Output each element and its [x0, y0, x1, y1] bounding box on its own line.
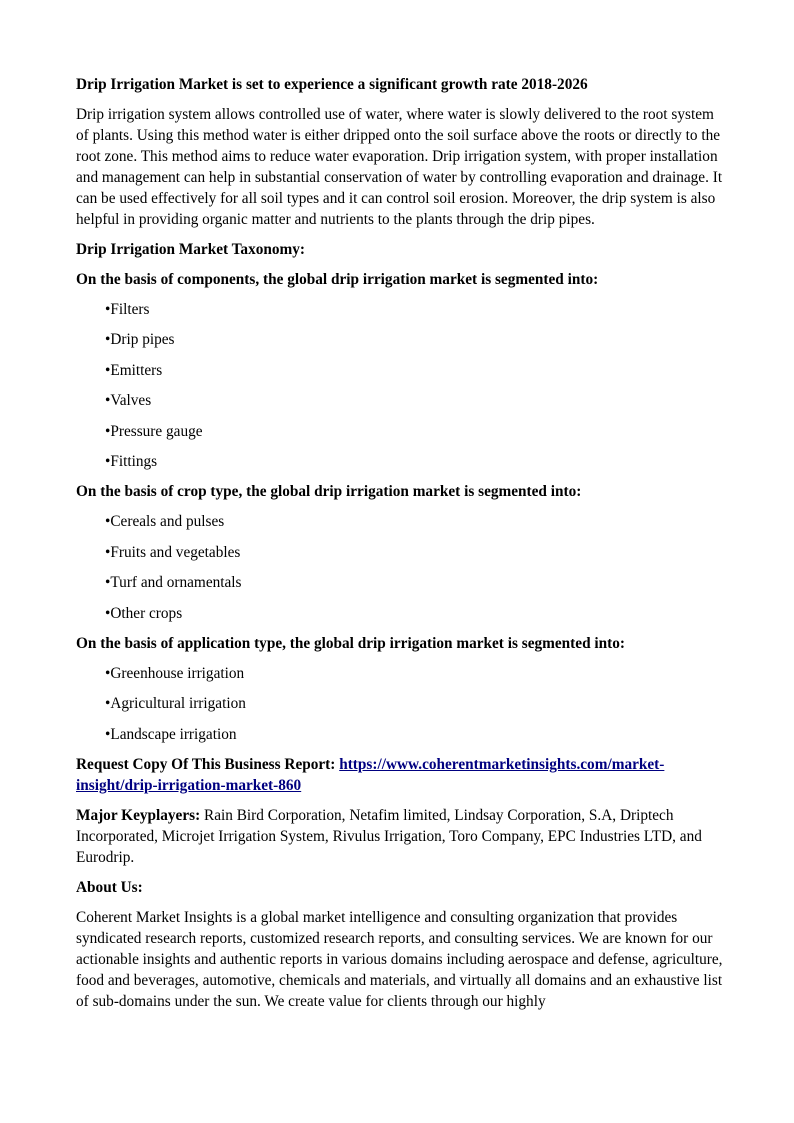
bullet-icon: •: [105, 331, 111, 349]
keyplayers-paragraph: [76, 805, 726, 868]
list-item: •Valves: [105, 392, 152, 410]
bullet-icon: •: [105, 422, 111, 440]
components-heading: On the basis of components, the global drip irrigation market is segmented into:: [76, 271, 599, 288]
crop-type-heading: On the basis of crop type, the global drip irrigation market is segmented into:: [76, 483, 582, 501]
application-type-list: [76, 663, 726, 745]
list-item: •Pressure gauge: [105, 422, 203, 440]
keyplayers-label: Major Keyplayers:: [76, 807, 201, 825]
bullet-icon: •: [105, 301, 111, 318]
list-item: •Landscape irrigation: [105, 725, 237, 743]
list-item: •Greenhouse irrigation: [105, 664, 245, 682]
request-copy-label: Request Copy Of This Business Report:: [76, 756, 336, 774]
bullet-icon: •: [105, 543, 111, 561]
list-item: •Fittings: [105, 452, 158, 470]
bullet-icon: •: [105, 513, 111, 531]
about-paragraph: Coherent Market Insights is a global market intelligence and consulting organization that provides syndicated research reports, customized research reports, and consulting services. We are known for our actionable insights and authentic reports in various domains including aerospace and defense, agriculture, food and beverages, automotive, chemicals and materials, and virtually all domains and an exhaustive list of sub-domains under the sun. We create value for clients through our highly: [76, 909, 723, 1011]
bullet-icon: •: [105, 695, 111, 713]
document-page: [76, 74, 726, 1021]
list-item: •Drip pipes: [105, 331, 175, 349]
keyplayers-text: Rain Bird Corporation, Netafim limited, Lindsay Corporation, S.A, Driptech Incorporated, Microjet Irrigation System, Rivulus Irrigation, Toro Company, EPC Industries LTD, and Eurodrip.: [76, 807, 702, 867]
intro-paragraph: Drip irrigation system allows controlled use of water, where water is slowly delivered to the root system of plants. Using this method water is either dripped onto the soil surface above the roots or directly to the root zone. This method aims to reduce water evaporation. Drip irrigation system, with proper installation and management can help in substantial conservation of water by controlling evaporation and drainage. It can be used effectively for all soil types and it can control soil erosion. Moreover, the drip system is also helpful in providing organic matter and nutrients to the plants through the drip pipes.: [76, 106, 723, 228]
list-item: •Emitters: [105, 361, 163, 379]
document-title: Drip Irrigation Market is set to experience a significant growth rate 2018-2026: [76, 76, 588, 93]
list-item: •Turf and ornamentals: [105, 574, 242, 592]
bullet-icon: •: [105, 361, 111, 379]
bullet-icon: •: [105, 392, 111, 410]
report-link[interactable]: https://www.coherentmarketinsights.com/market-insight/drip-irrigation-market-860: [76, 756, 665, 795]
list-item: •Other crops: [105, 604, 183, 622]
bullet-icon: •: [105, 452, 111, 470]
application-type-heading: On the basis of application type, the global drip irrigation market is segmented into:: [76, 634, 625, 652]
list-item: •Cereals and pulses: [105, 513, 225, 531]
request-copy-paragraph: [76, 754, 726, 796]
list-item: •Fruits and vegetables: [105, 543, 241, 561]
components-list: [76, 299, 726, 472]
crop-type-list: [76, 511, 726, 623]
taxonomy-heading: Drip Irrigation Market Taxonomy:: [76, 241, 306, 258]
bullet-icon: •: [105, 664, 111, 682]
bullet-icon: •: [105, 574, 111, 592]
bullet-icon: •: [105, 725, 111, 743]
bullet-icon: •: [105, 604, 111, 622]
list-item: •Filters: [105, 301, 150, 318]
about-heading: About Us:: [76, 879, 143, 897]
list-item: •Agricultural irrigation: [105, 695, 246, 713]
